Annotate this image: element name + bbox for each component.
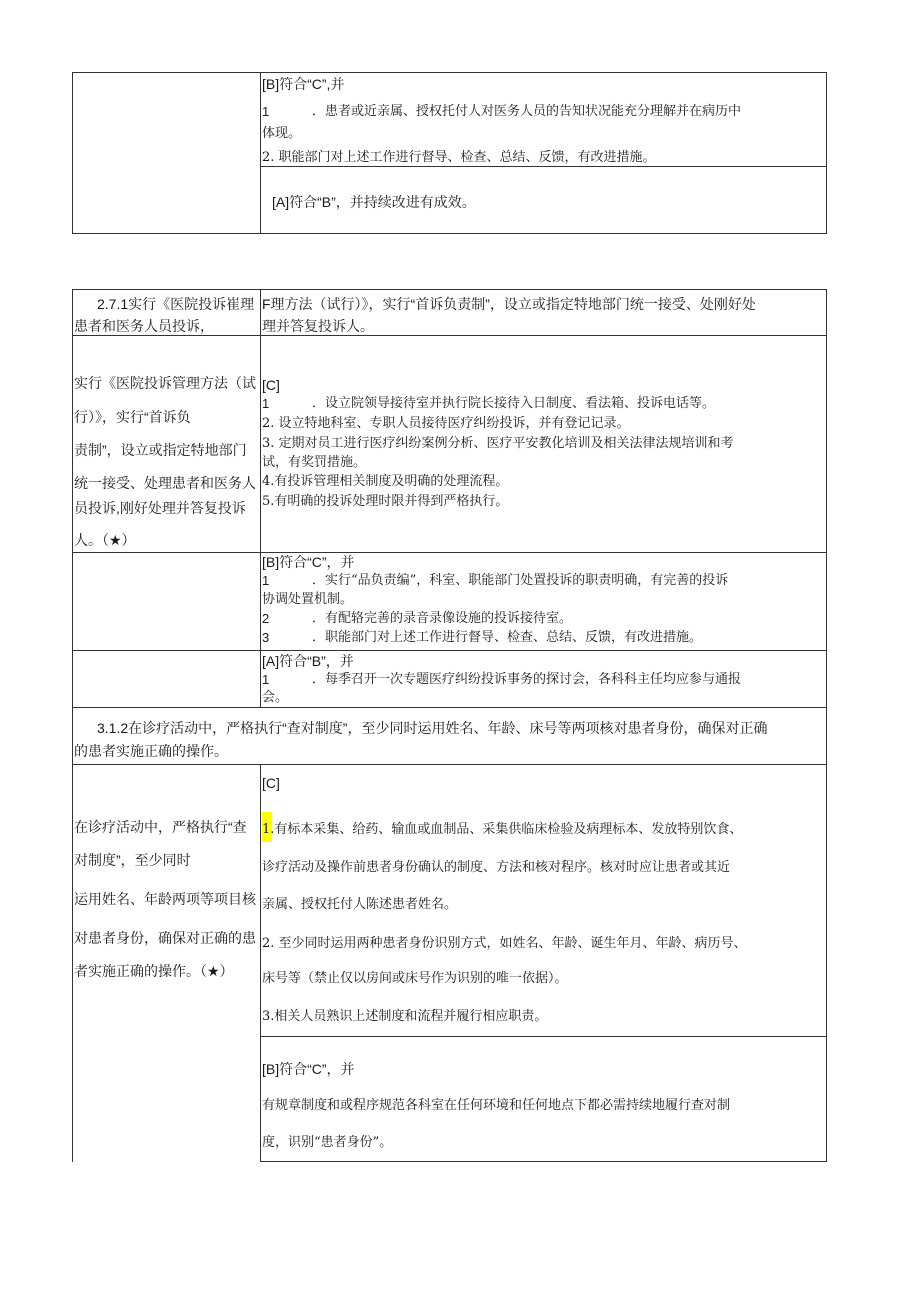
table3-c-item1-text-cont: 亲属、授权托付人陈述患者姓名。 <box>262 897 458 912</box>
table2-b-item2-text: ．有配辂完善的录音录像设施的投诉接待室。 <box>312 611 573 626</box>
table2-left-border <box>72 289 73 1162</box>
table2-col-divider <box>260 335 261 708</box>
table1-top-border <box>72 72 827 73</box>
table2-header-right-cont: 理并答复投诉人。 <box>262 318 374 334</box>
table1-right-border <box>826 72 827 234</box>
description-line: 责制”，设立或指定特地部门 <box>74 442 247 458</box>
table2-header-left: 2.7.1实行《医院投诉崔理 <box>97 296 255 312</box>
table2-b-item1-text-cont: 协调处置机制。 <box>262 592 354 607</box>
table3-b-heading: [B]符合“C”，并 <box>262 1061 355 1077</box>
table3-c-b-divider <box>260 1036 827 1037</box>
table2-c-item1-number: 1 <box>262 396 270 411</box>
table2-c-item5-text: 5.有明确的投诉处理时限并得到严格执行。 <box>262 494 509 509</box>
table2-b-item2-number: 2 <box>262 611 270 626</box>
table2-c-b-divider <box>72 552 827 553</box>
table1-col-divider <box>260 72 261 234</box>
table3-b-text: 有规章制度和或程序规范各科室在任何环境和任何地点下都必需持续地履行查对制 <box>262 1098 731 1113</box>
description-line: 人。（★） <box>74 532 136 548</box>
table3-top-border <box>72 707 827 708</box>
table2-c-item3-text: 3. 定期对员工进行医疗纠纷案例分析、医疗平安教化培训及相关法律法规培训和考 <box>262 436 734 451</box>
table1-b-heading: [B]符合“C”,并 <box>262 76 345 92</box>
table3-c-item3-text: 3.相关人员熟识上述制度和流程并履行相应职责。 <box>262 1009 548 1024</box>
description-line: 对患者身份，确保对正确的患 <box>74 930 256 946</box>
table2-header-left-cont: 患者和医务人员投诉， <box>74 318 214 334</box>
description-line: 实行《医院投诉管理方法（试 <box>74 375 256 391</box>
table2-c-item4-text: 4.有投诉管理相关制度及明确的处理流程。 <box>262 474 509 489</box>
table2-header-right: F理方法（试行）》，实行“首诉负责制”，设立或指定特地部门统一接受、处刚好处 <box>262 296 756 312</box>
table2-b-heading: [B]符合“C”，并 <box>262 554 355 570</box>
table2-col-divider-header <box>260 289 261 336</box>
table2-c-heading: [C] <box>262 377 280 393</box>
table2-b-item1-number: 1 <box>262 573 270 588</box>
table2-right-border <box>826 289 827 1162</box>
table3-col-divider <box>260 764 261 1162</box>
table3-c-item2-text: 2. 至少同时运用两种患者身份识别方式，如姓名、年龄、诞生年月、年龄、病历号、 <box>262 936 747 951</box>
table3-c-heading: [C] <box>262 775 280 791</box>
table3-c-item1-text: 1.有标本采集、给药、输血或血制品、采集供临床检验及病理标本、发放特别饮食、 <box>262 822 743 837</box>
table1-row-divider <box>260 166 827 167</box>
table1-b-item2-text: 2. 职能部门对上述工作进行督导、检查、总结、反馈，有改进措施。 <box>262 150 656 165</box>
table1-left-border <box>72 72 73 234</box>
table2-b-item3-number: 3 <box>262 630 270 645</box>
description-line: 统一接受、处理患者和医务人 <box>74 475 256 491</box>
description-line: 行）》，实行“首诉负 <box>74 409 191 425</box>
table3-header-cont: 的患者实施正确的操作。 <box>74 743 228 759</box>
table1-bottom-border <box>72 233 827 234</box>
table2-a-heading: [A]符合“B”，并 <box>262 653 354 669</box>
table3-header-divider <box>72 764 827 765</box>
table2-b-a-divider <box>72 650 827 651</box>
description-line: 对制度”，至少同时 <box>74 852 191 868</box>
table1-b-item1-text-cont: 体现。 <box>262 126 302 141</box>
description-line: 员投诉,刚好处理并答复投诉 <box>74 500 246 516</box>
table3-b-text-cont: 度，识别“患者身份”。 <box>262 1135 393 1150</box>
description-line: 运用姓名、年龄两项等项目核 <box>74 891 256 907</box>
table3-bottom-border <box>260 1161 827 1162</box>
table3-c-item1-text-cont: 诊疗活动及操作前患者身份确认的制度、方法和核对程序。核对时应让患者或其近 <box>262 860 731 875</box>
table2-top-border <box>72 289 827 290</box>
table1-b-item1-text: ．患者或近亲属、授权托付人对医务人员的告知状况能充分理解并在病历中 <box>312 104 742 119</box>
table2-b-item1-text: ．实行“品负责编”，科室、职能部门处置投诉的职责明确，有完善的投诉 <box>312 573 729 588</box>
table2-c-item3-text-cont: 试，有奖罚措施。 <box>262 455 367 470</box>
description-line: 在诊疗活动中，严格执行“查 <box>74 819 247 835</box>
table3-header: 3.1.2在诊疗活动中，严格执行“查对制度”，至少同时运用姓名、年龄、床号等两项核对患者身份，确保对正确 <box>97 720 768 736</box>
table1-b-item1-number: 1 <box>262 104 270 119</box>
table2-c-item1-text: ．设立院领导接待室并执行院长接待入日制度、看法箱、投诉电话等。 <box>312 396 716 411</box>
table2-c-item2-text: 2. 设立特地科室、专职人员接待医疗纠纷投诉，并有登记记录。 <box>262 416 630 431</box>
table2-a-item1-text-cont: 会。 <box>262 690 289 705</box>
table2-header-divider <box>72 335 827 336</box>
table2-b-item3-text: ．职能部门对上述工作进行督导、检查、总结、反馈，有改进措施。 <box>312 630 703 645</box>
table2-a-item1-text: ．每季召开一次专题医疗纠纷投诉事务的探讨会，各科科主任均应参与通报 <box>312 672 742 687</box>
table3-c-item2-text-cont: 床号等（禁止仅以房间或床号作为识别的唯一依据）。 <box>262 971 568 986</box>
table2-a-item1-number: 1 <box>262 672 270 687</box>
description-line: 者实施正确的操作。（★） <box>74 963 234 979</box>
table1-a-text: [A]符合“B”，并持续改进有成效。 <box>272 194 476 210</box>
